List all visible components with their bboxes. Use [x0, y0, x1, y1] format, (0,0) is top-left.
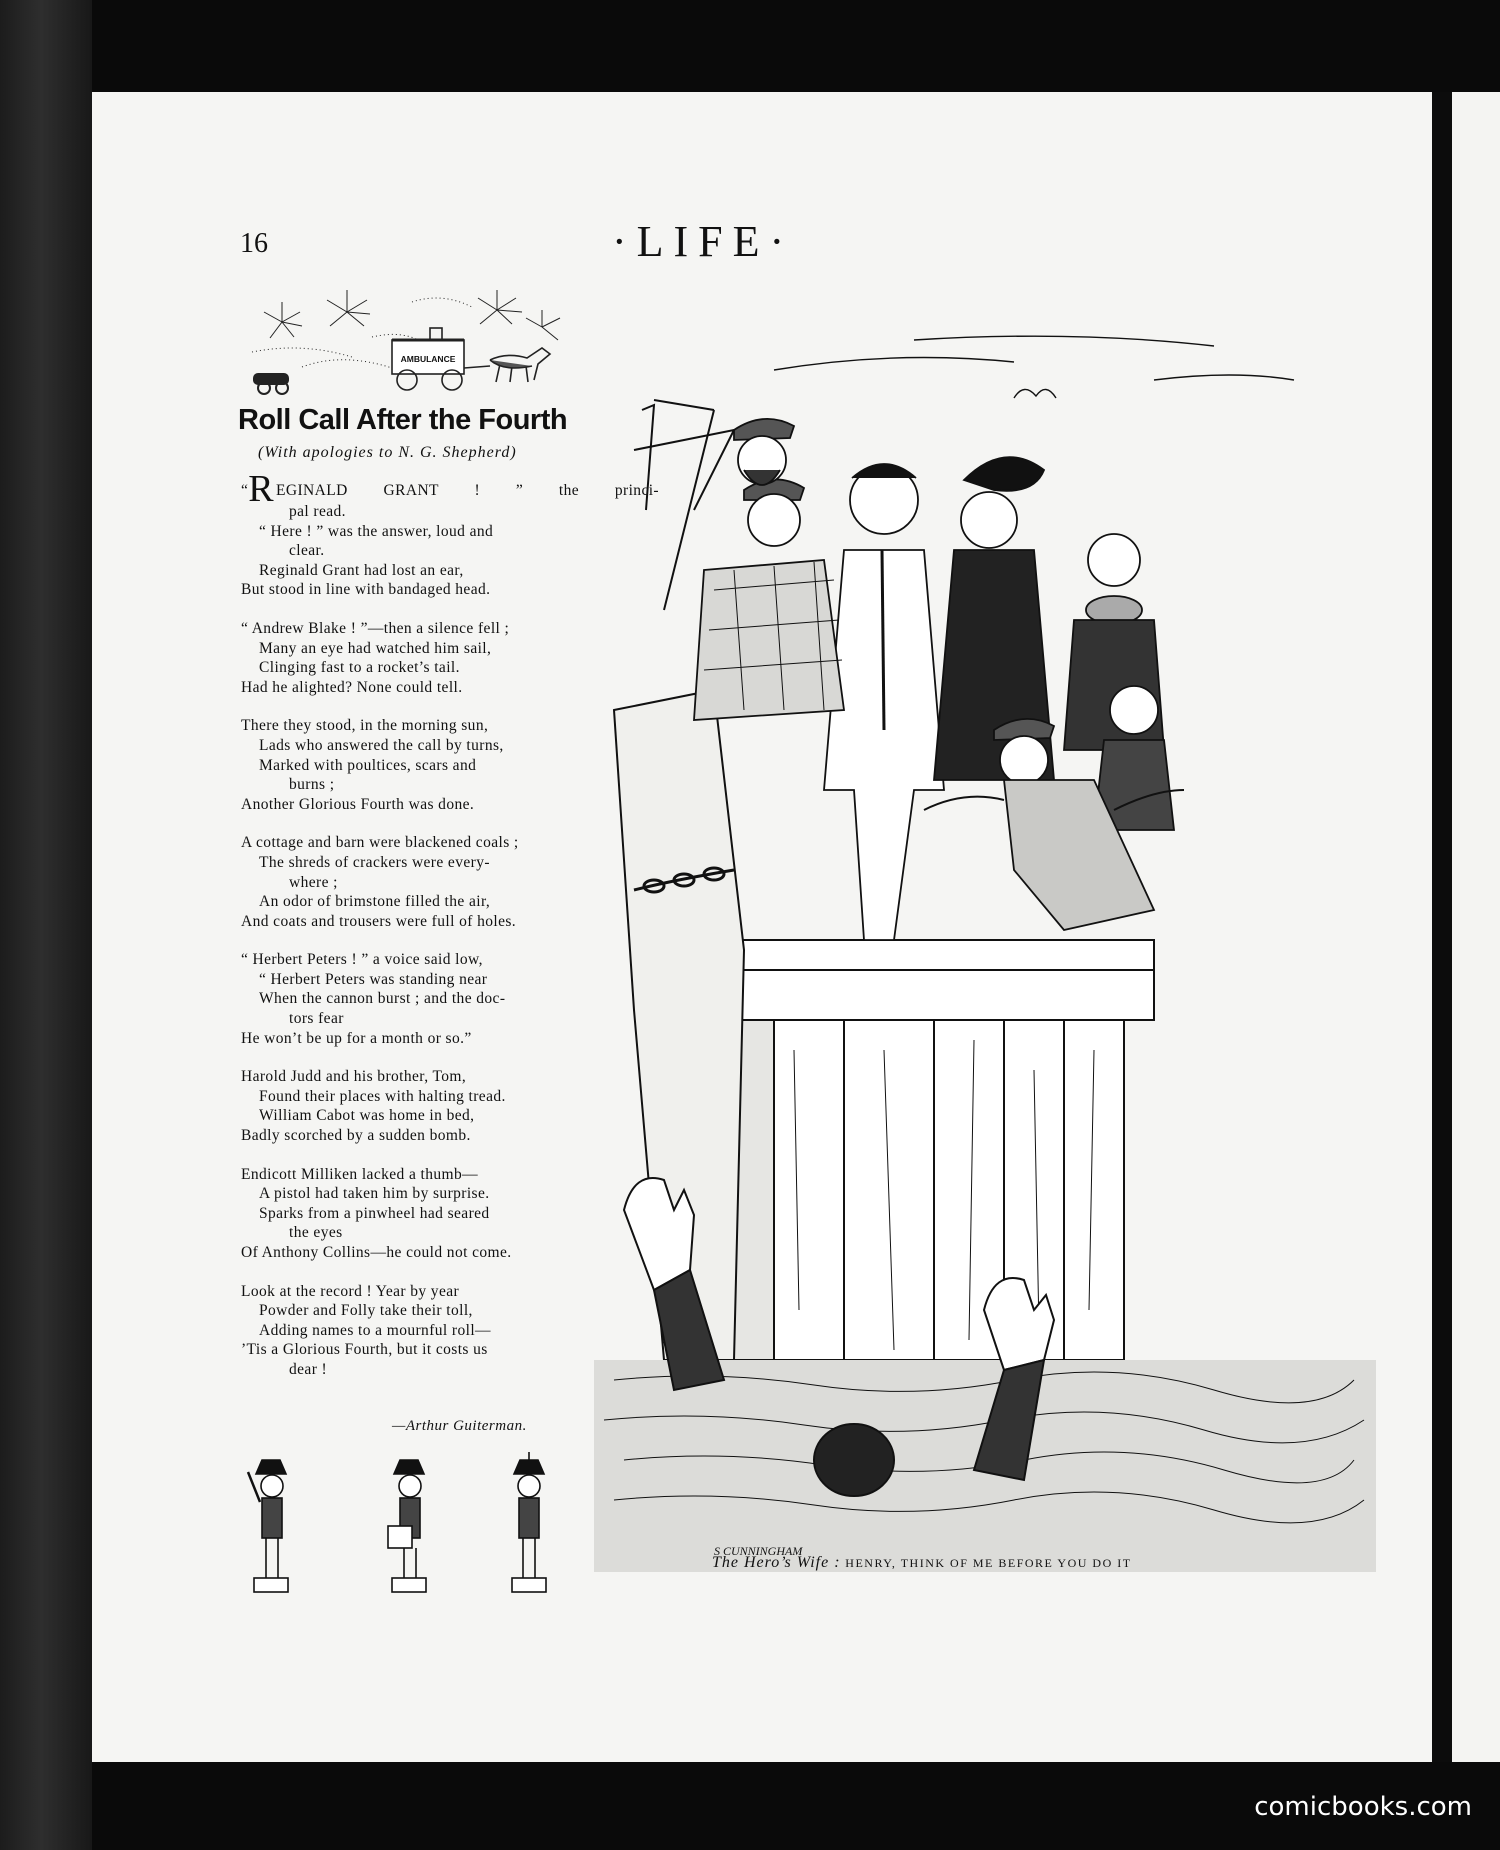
firework-burst — [327, 290, 370, 326]
poem-line: tors fear — [289, 1010, 344, 1028]
poem-line: pal read. — [289, 503, 346, 520]
poem-line: “ Here ! ” was the answer, loud and — [259, 522, 494, 540]
firework-burst — [264, 302, 302, 338]
poem-line: Found their places with halting tread. — [259, 1087, 506, 1105]
poem-title: Roll Call After the Fourth — [238, 404, 568, 436]
poem-line: A pistol had taken him by surprise. — [259, 1185, 490, 1203]
poem-line: Powder and Folly take their toll, — [259, 1302, 473, 1320]
caption-quote: HENRY, THINK OF ME BEFORE YOU DO IT — [845, 1556, 1132, 1570]
cartoon-illustration — [594, 310, 1376, 1572]
watermark: comicbooks.com — [1254, 1792, 1472, 1822]
poem-line: “ Herbert Peters ! ” a voice said low, — [241, 951, 483, 969]
scan-gutter — [1432, 92, 1452, 1762]
poem-line: Adding names to a mournful roll— — [259, 1321, 491, 1339]
poem-attribution: —Arthur Guiterman. — [392, 1418, 527, 1434]
poem-line: Had he alighted? None could tell. — [241, 678, 463, 696]
magazine-title: ·LIFE· — [612, 217, 795, 266]
poem-line: clear. — [289, 542, 325, 560]
firework-burst — [526, 310, 560, 340]
drowning-head-icon — [814, 1424, 894, 1496]
poem-line: There they stood, in the morning sun, — [241, 717, 489, 735]
toy-soldier-icon — [512, 1452, 546, 1592]
poem-line: Reginald Grant had lost an ear, — [259, 561, 464, 579]
poem-line: “ Herbert Peters was standing near — [259, 970, 488, 988]
man-in-cap-figure — [694, 479, 844, 720]
caption-speaker: The Hero’s Wife : — [712, 1554, 841, 1571]
poem-line: An odor of brimstone filled the air, — [259, 893, 491, 911]
poem-line: ’Tis a Glorious Fourth, but it costs us — [241, 1341, 488, 1359]
page-number: 16 — [240, 228, 268, 259]
poem-line: the eyes — [289, 1224, 343, 1242]
poem-line: Clinging fast to a rocket’s tail. — [259, 659, 460, 677]
ambulance-label: AMBULANCE — [400, 354, 456, 364]
poem-line: Marked with poultices, scars and — [259, 756, 477, 774]
poem-line: Another Glorious Fourth was done. — [241, 795, 475, 813]
cartoon-caption — [712, 1554, 1412, 1572]
poem-line: “ Andrew Blake ! ”—then a silence fell ; — [241, 619, 510, 637]
open-quote: “ — [241, 482, 249, 499]
poem-line: And coats and trousers were full of holes. — [241, 912, 517, 930]
poem-line: where ; — [289, 873, 338, 891]
poem-subtitle: (With apologies to N. G. Shepherd) — [258, 444, 517, 461]
facing-page-edge — [1452, 92, 1500, 1762]
scan-left-edge — [0, 0, 92, 1850]
poem-line: Harold Judd and his brother, Tom, — [241, 1068, 467, 1086]
bearded-man-figure — [734, 419, 794, 485]
poem-line: Of Anthony Collins—he could not come. — [241, 1244, 512, 1261]
ambulance-vignette — [242, 282, 572, 397]
poem-line: Badly scorched by a sudden bomb. — [241, 1127, 471, 1145]
poem-line: burns ; — [289, 776, 335, 794]
poem-line: He won’t be up for a month or so.” — [241, 1029, 472, 1047]
horse-icon — [490, 348, 550, 382]
poem-line: A cottage and barn were blackened coals ; — [241, 834, 519, 852]
poem-line: Look at the record ! Year by year — [241, 1282, 460, 1300]
magazine-page — [92, 92, 1432, 1762]
poem-line: The shreds of crackers were every- — [259, 853, 490, 871]
poem-line: Many an eye had watched him sail, — [259, 639, 492, 657]
poem-line: William Cabot was home in bed, — [259, 1107, 475, 1125]
sky-lines — [774, 336, 1294, 380]
cannon-icon — [254, 374, 288, 394]
poem-line: When the cannon burst ; and the doc- — [259, 990, 506, 1008]
firework-burst — [478, 290, 522, 324]
seagull-icon — [1014, 389, 1056, 398]
drop-cap: R — [248, 468, 275, 510]
poem-line: dear ! — [289, 1360, 328, 1378]
poem-line: Lads who answered the call by turns, — [259, 736, 504, 754]
toy-soldier-icon — [248, 1460, 288, 1592]
poem-line-rest: EGINALD GRANT ! ” the princi- — [276, 482, 659, 499]
poem-line: Endicott Milliken lacked a thumb— — [241, 1165, 479, 1183]
artist-signature: S CUNNINGHAM — [714, 1544, 803, 1558]
crowd-figures — [694, 419, 1184, 940]
poem-line: Sparks from a pinwheel had seared — [259, 1204, 490, 1222]
poem-line: But stood in line with bandaged head. — [241, 581, 491, 599]
toy-soldier-icon — [388, 1460, 426, 1592]
